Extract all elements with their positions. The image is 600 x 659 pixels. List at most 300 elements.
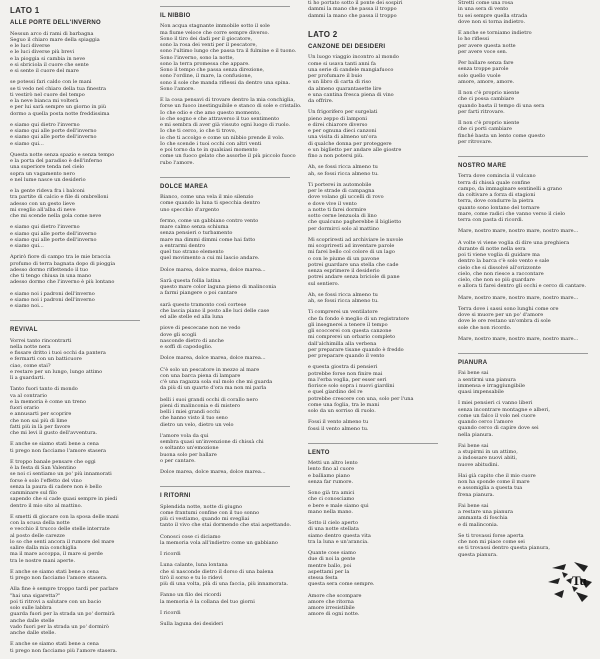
lyric-line: più ci vestiamo, quando mi svegliai xyxy=(160,516,250,522)
lyric-line: sembra quasi un'invenzione di chissà chi xyxy=(160,439,264,445)
lyric-line: che ti tengo chiusa in una mano xyxy=(10,273,92,279)
lyric-line: mano nella mano. xyxy=(308,508,353,515)
lyric-line: Terra dove comincia il vulcano xyxy=(458,173,536,180)
lyric-line: fino a non potersi più. xyxy=(308,153,364,159)
lyric-line: che mi levi il gusto dell'avventura. xyxy=(10,430,98,436)
lyric-line: sopra un vagamento nero xyxy=(10,170,75,177)
lyric-line: sono la rosa dei venti per il pescatore, xyxy=(160,42,258,48)
lyric-line: Vorrei tanto rincontrarti xyxy=(10,337,72,344)
lyric-line: dentro la barca c'è solo vento e sale xyxy=(458,258,550,265)
lyric-line: in una sera di vento xyxy=(458,6,509,13)
lyric-line: e di malinconia. xyxy=(458,521,499,528)
lyric-line: finché basta un lento come questo xyxy=(458,132,545,139)
lyric-line: potrebbe forse non finire mai xyxy=(308,370,383,377)
lyric-line: per farti ritrovare. xyxy=(458,108,505,115)
lyric-line: Se ti trovassi forse aperta xyxy=(458,532,524,539)
lyric-line: e siamo noi... xyxy=(10,303,44,309)
lyric-line: e soffi di capodoglio. xyxy=(160,344,213,350)
lyric-line: non ha sponde come il mare xyxy=(458,479,530,485)
lyric-line: come una foglia, tra le mani xyxy=(308,401,380,408)
lyrics-column-4 xyxy=(458,0,596,563)
lyric-line: come un falco il volo nel cuore xyxy=(458,412,536,419)
lyric-line: per preparare tisane quando è freddo xyxy=(308,346,404,353)
lyric-line: camminare sul filo xyxy=(10,490,57,496)
lyric-line: dammi la mano che passa il troppo xyxy=(308,12,397,19)
lyric-line: tra la luna e un'arancia. xyxy=(308,538,369,545)
lyric-line: e si sente il cuore del mare xyxy=(10,68,79,74)
lyric-line: ma fiume veloce che corre sempre diverso. xyxy=(160,29,270,36)
lyric-line: ti vestirò nel cuore del tempo xyxy=(10,91,85,98)
lyric-line: poi ti ritrovi a salutare con un bacio xyxy=(10,598,102,605)
svg-text:Tu: Tu xyxy=(572,573,587,588)
lyric-line: immensa e irraggiungibile xyxy=(458,382,525,389)
lyric-line: come si usava tanti anni fa xyxy=(308,60,376,67)
lyric-line: Fanno un filo dei ricordi xyxy=(160,592,222,599)
lyric-line: e le luci diverse xyxy=(10,43,51,49)
lyric-line: Quante cose siamo xyxy=(308,550,356,556)
lyric-line: va al contrario xyxy=(10,392,47,399)
lyric-line: sono la terra promessa che appare. xyxy=(160,60,250,67)
lyric-line: Sono l'amore. xyxy=(160,85,195,92)
lyric-line: e fissare dritto i tuoi occhi da pantera xyxy=(10,350,106,356)
lyric-line: e una cantina fresca piena di vino xyxy=(308,91,394,98)
lyric-line: Seguo il chiaro mare della spiaggia xyxy=(10,36,100,43)
lyric-line: per le strade di campagna xyxy=(308,188,375,194)
lyric-line: e siamo qui alle porte dell'inverno xyxy=(10,134,97,141)
lyrics-column-2 xyxy=(160,0,302,632)
lyric-line: Sono già tra amici xyxy=(308,490,355,496)
lyric-line: I ricordi xyxy=(160,551,181,557)
lyric-line: se noi ci sentiamo un po' più innamorati xyxy=(10,471,112,478)
lyric-line: fuori orario xyxy=(10,405,40,411)
lyric-line: e un biglietto per andare alle giostre xyxy=(308,146,402,153)
lyric-line: e annusarti per scoprire xyxy=(10,411,72,418)
lyric-line: a indossare nuovi abiti, xyxy=(458,455,518,462)
lyric-line: questo mare color laguna pieno di malinconia xyxy=(160,284,277,290)
lyric-line: come un fuoco gelato che assorbe il più piccolo fuoco xyxy=(160,153,296,160)
lyric-line: Mare, nostro mare, nostro mare, nostro mare... xyxy=(458,294,579,301)
lyric-line: da almeno quarantasette lire xyxy=(308,85,382,92)
lyric-line: frena pianura. xyxy=(458,491,495,498)
lyric-line: Stretti come una rosa xyxy=(458,0,514,6)
lyric-line: E anche se siamo stati bene a cena xyxy=(10,641,99,648)
lyric-line: piove di pescecane non ne vedo xyxy=(160,325,241,332)
lyric-line: E smetti di giocare con la sposa delle mani xyxy=(10,513,119,520)
section-divider xyxy=(458,156,588,157)
lyric-line: e la gente rideva fra i balconi xyxy=(10,188,85,194)
lyric-line: Splendida notte, notte di giugno xyxy=(160,503,242,510)
lyric-line: profumo di terra bagnata dopo di pioggia xyxy=(10,260,116,267)
lyric-line: Io che odio e che amo questo momento, xyxy=(160,109,261,116)
lyric-line: Mare, nostro mare, nostro mare, nostro mare... xyxy=(458,335,579,342)
lyric-line: Amore che scompare xyxy=(308,592,362,599)
lyric-line: Fossi il vento almeno tu xyxy=(308,419,369,426)
lyric-line: mi farei bello col colore di un lago xyxy=(308,249,395,256)
stanza-gap xyxy=(458,342,596,347)
lyric-line: Io che scende i tuoi occhi con altri venti xyxy=(160,140,262,147)
lyric-line: per avere voce sen. xyxy=(458,48,508,55)
lyric-line: ciao, come stai? xyxy=(10,362,51,369)
lyric-line: ti prego non facciamo l'amore stasera xyxy=(10,447,107,454)
lyric-line: più di una volta, più di una faccia, più innamorata. xyxy=(160,581,289,587)
lyric-line: ti ho portato sotto il ponte dei sospiri xyxy=(308,0,403,6)
stanza-gap xyxy=(160,475,298,480)
lyric-line: e siamo qui alle porte dell'inverno xyxy=(10,236,97,243)
lyric-line: che ci conosciamo xyxy=(308,496,355,503)
section-divider xyxy=(308,443,438,444)
lyric-line: quando cerco l'amore xyxy=(458,419,514,425)
lyric-line: dove le ore restano un'ombra di sole xyxy=(458,318,551,325)
lyric-line: e dove vive il vento xyxy=(308,200,357,207)
lyric-line: mi sveglio all'alba di neve xyxy=(10,206,76,213)
lyric-line: pieni di malinconia e di mistero xyxy=(160,402,241,409)
lyric-line: che si nasconde dietro il dorso di una balena xyxy=(160,568,274,575)
lyrics-column-1 xyxy=(10,0,148,659)
lyric-line: terra di chissà quale confine xyxy=(458,179,531,186)
lyric-line: dentro il mio sito al mattino. xyxy=(10,502,83,509)
lyric-line: che mi scende nella gola come neve xyxy=(10,213,102,219)
lyric-line: come quando la luna ti specchia dentro xyxy=(160,200,261,207)
lyric-line: che qualcuno pagherebbe il biglietto xyxy=(308,219,402,226)
lyric-line: E anche se torniamo indietro xyxy=(458,30,532,36)
lyric-line: che hanno visto il tuo seno xyxy=(160,415,228,422)
lyric-line: solo sulle labbra xyxy=(10,605,52,611)
side-label: LATO 1 xyxy=(10,6,40,15)
lyric-line: e direi chiarore diverso xyxy=(308,121,368,128)
lyric-line: e balliamo piano xyxy=(308,472,350,479)
song-title: ALLE PORTE DELL'INVERNO xyxy=(10,20,101,27)
lyric-line: è la festa di San Valentino xyxy=(10,465,77,471)
lyric-line: e le luci diverse più brevi xyxy=(10,49,75,56)
lyric-line: Sulla laguna dei desideri xyxy=(160,621,224,627)
lyric-line: mentre ballo, poi xyxy=(308,562,352,569)
lyric-line: quando cerco di capire dove sei xyxy=(458,425,539,432)
stanza-gap xyxy=(160,166,298,171)
lyric-line: dove si muore per un po' d'amore xyxy=(458,312,544,318)
lyrics-column-3 xyxy=(308,0,446,623)
lyric-line: Hai già capito che il mio cuore xyxy=(458,472,536,479)
section-divider xyxy=(160,177,290,178)
lyric-line: mare ma dimmi dimmi come hai fatto xyxy=(160,236,256,243)
lyric-line: Dolce marea, dolce marea, dolce marea... xyxy=(160,266,266,273)
lyric-line: Ah, se fossi ricca almeno tu xyxy=(308,291,378,298)
lyric-line: cielo, che non so più guardare xyxy=(458,277,535,283)
lyric-line: di qualche donna per proteggere xyxy=(308,140,392,147)
lyric-line: Ti porterei in automobile xyxy=(308,181,372,188)
lyric-line: Nessun arco di rami di barbagna xyxy=(10,30,94,37)
lyric-line: Per ballare senza fare xyxy=(458,60,514,66)
lyric-line: e assomiglia a questa tua xyxy=(458,485,523,492)
lyric-line: sotto cerne lenzuola di lino xyxy=(308,213,377,219)
lyric-line: con una barca piena di lampare xyxy=(160,372,241,379)
lyric-line: a restare una pianura xyxy=(458,509,514,515)
stanza-gap xyxy=(308,618,446,623)
lyric-line: per profumare il buio xyxy=(308,73,363,79)
lyric-line: sapendo che si cade quasi sempre in piedi xyxy=(10,496,118,503)
lyric-line: al posto delle carezze xyxy=(10,532,65,539)
lyric-line: Sotto il cielo aperto xyxy=(308,520,358,526)
lyric-line: io che ti accolgo e come un nibbio prende il volo. xyxy=(160,134,285,141)
lyric-line: terra con pasta di ricordi. xyxy=(458,217,524,223)
lyric-line: una visita di almeno un'ora xyxy=(308,134,377,141)
lyric-line: e siamo qui dietro l'inverno xyxy=(10,224,80,231)
song-title: PIANURA xyxy=(458,360,488,366)
lyric-line: ah, se fossi ricca almeno tu. xyxy=(308,170,379,177)
song-title: IL NIBBIO xyxy=(160,13,191,19)
lyric-line: e siamo qui alle porte dell'inverno xyxy=(10,128,97,134)
lyric-line: nella pianura. xyxy=(458,431,494,438)
lyric-line: cielo, che non riesce a raccontare xyxy=(458,270,544,277)
lyric-line: e siamo qui... xyxy=(10,243,44,249)
lyric-line: o per cantare. xyxy=(160,457,196,464)
lyric-line: nuove abitudini. xyxy=(458,461,500,468)
lyric-line: e siamo qui alle porte dell'inverno xyxy=(10,230,97,237)
lyric-line: e per ognuna dieci canzoni xyxy=(308,128,377,134)
lyric-line: ed alle stelle ed alla luna xyxy=(160,314,224,320)
lyric-line: Ti comprerei un ventilatore xyxy=(308,309,378,316)
lyric-line: lo so che senti ancora il rumore del mare xyxy=(10,538,115,545)
lyric-line: lento fino al cuore xyxy=(308,466,355,473)
lyric-line: Questa notte senza spazio e senza tempo xyxy=(10,151,115,158)
stanza-gap xyxy=(10,309,148,314)
lyric-line: per dormirci solo al mattino xyxy=(308,225,379,232)
stanza-gap xyxy=(458,145,596,150)
lyric-line: Sono il tempo che passa senza direzione, xyxy=(160,67,265,73)
lyric-line: che non mi piace come sei xyxy=(458,539,525,545)
lyric-line: anche dalle stelle xyxy=(10,617,55,624)
lyric-line: E la cosa pensavi di trovare dentro la mia conchiglia, xyxy=(160,97,295,103)
lyric-line: senza incontrare montagne e alberi, xyxy=(458,406,550,413)
lyric-line: e la memoria è come un treno xyxy=(10,398,86,405)
stanza-gap xyxy=(308,19,446,24)
lyric-line: e questa giostra di pensieri xyxy=(308,364,378,371)
lyric-line: forse è solo l'effetto del vino xyxy=(10,477,82,484)
lyric-line: stessa festa xyxy=(308,575,338,581)
lyric-line: gli scoccerei con questa canzone xyxy=(308,328,392,334)
lyric-line: mi scopriresti ad inventare parole xyxy=(308,243,395,249)
lyric-line: se ti vedo nel chiaro della tua finestra xyxy=(10,85,107,92)
lyric-line: una serie di candele mangiafuoco xyxy=(308,66,394,73)
lyric-line: io che sogno e che attraverso il tuo sentimento xyxy=(160,115,280,122)
lyric-line: che ci possa cambiare xyxy=(458,96,515,103)
lyric-line: Dolce marea, dolce marea, dolce marea... xyxy=(160,469,266,475)
lyric-line: che non sai più di lime xyxy=(10,417,68,424)
lyric-line: fatti più in là per favore xyxy=(10,423,71,430)
lyric-line: a notte ti farei dormire xyxy=(308,206,367,213)
lyric-line: vado fuori per la strada un po' dormirò xyxy=(10,623,109,630)
lyric-line: Conosci cose ci diciamo xyxy=(160,533,221,540)
lyric-line: tanto il vivo che stai dormendo che stai aspettando. xyxy=(160,522,292,529)
lyric-line: E anche se siamo stati bene a cena xyxy=(10,568,99,575)
song-title: REVIVAL xyxy=(10,327,38,334)
lyric-line: dove non si torna indietro. xyxy=(458,18,526,25)
lyric-line: ammanta di foschia xyxy=(458,515,508,522)
lyric-line: e vecchio il trucco delle stelle interrate xyxy=(10,526,110,533)
lyric-line: quando basta il tempo di una sera xyxy=(458,102,545,109)
lyric-line: e mi sembra di aver già vissuto ogni luogo di ruolo. xyxy=(160,122,291,128)
lyric-line: quel tuo strano elemento xyxy=(160,249,224,255)
song-title: NOSTRO MARE xyxy=(458,163,507,169)
lyric-line: Metti un altro lento xyxy=(308,460,358,466)
lyric-line: mi comprerei un orbario completo xyxy=(308,334,396,341)
lyric-line: Sarà questa follia latina xyxy=(160,277,221,284)
lyric-line: senza esprimere il desiderio xyxy=(308,268,380,274)
lyric-line: dall'alchimilla alla verbena xyxy=(308,340,377,347)
song-title: LENTO xyxy=(308,449,330,456)
lyric-line: Mare, nostro mare, nostro mare, nostro mare... xyxy=(458,228,579,235)
lyric-line: ah, se fossi ricca almeno tu. xyxy=(308,298,379,304)
lyric-line: e siamo qui dietro l'inverno xyxy=(10,121,80,128)
lyric-line: ma il mare accoppa, il mare si perde xyxy=(10,551,103,558)
lyric-line: Mi scopriresti ad archiviare le nuvole xyxy=(308,236,404,243)
lyric-line: A volte vi viene voglia di dire una preghiera xyxy=(458,239,570,246)
lyric-line: uno specchio d'argento xyxy=(160,206,220,213)
stanza-gap xyxy=(308,432,446,437)
lyric-line: I ricordi xyxy=(160,609,181,616)
lyric-line: Alla fine è sempre troppo tardi per parlare xyxy=(10,586,119,593)
lyric-line: Un frigorifero per surgelati xyxy=(308,109,378,116)
lyric-line: belli i suoi grandi occhi di corallo nero xyxy=(160,396,258,403)
lyric-line: senza pensieri o turbamento xyxy=(160,230,233,237)
section-divider xyxy=(10,320,140,321)
lyric-line: a farmi piangere o poi cantare xyxy=(160,290,238,297)
lyric-line: quel movimento a cui mi lascio andare. xyxy=(160,255,260,262)
lyric-line: a sentirmi una pianura xyxy=(458,376,516,383)
lyric-line: e quel giardino del re xyxy=(308,389,363,396)
lyric-line: fermo, come un gabbiano contro vento xyxy=(160,217,259,224)
lyric-line: Fai bene sai xyxy=(458,502,489,509)
lyric-line: Ah, se fossi ricca almeno tu xyxy=(308,164,378,171)
lyric-line: questa sera come sempre. xyxy=(308,581,375,588)
lyric-line: lo ho riflessi xyxy=(458,36,490,43)
lyric-line: poi ti viene voglia di guidare ma xyxy=(458,252,540,258)
lyric-line: ma l'erba voglia, per esser seri xyxy=(308,376,387,383)
stanza-gap xyxy=(160,627,298,632)
lyric-line: amore, amore, amore. xyxy=(458,78,515,85)
lyric-line: salire dalla mia conchiglia xyxy=(10,545,77,551)
lyric-line: tra le nostre mani aperte. xyxy=(10,557,76,564)
lyric-line: sole che non ricordo. xyxy=(458,324,512,331)
lyric-line: ti prego non facciamo l'amore stasera. xyxy=(10,575,108,581)
lyric-line: e la porta del paradiso è dell'inferno xyxy=(10,158,103,164)
lyric-line: Sono l'inverno, sono la notte, xyxy=(160,54,234,61)
lyric-line: solo da un sorriso di ruolo. xyxy=(308,408,376,414)
song-title: CANZONE DEI DESIDERI xyxy=(308,44,386,50)
lyric-line: Un luogo viaggio incontro al mondo xyxy=(308,54,399,61)
lyric-line: da offrire. xyxy=(308,98,334,104)
lyric-line: con la scusa della notte xyxy=(10,520,70,526)
lyric-line: adesso dormo che l'inverno è più lontano xyxy=(10,279,115,286)
lyric-line: Fai bene sai xyxy=(458,442,489,449)
lyric-line: sono l'ultimo lungo che passa tra il fulmine e il tuono. xyxy=(160,48,297,55)
lyric-line: potrei guardare una stella che cade xyxy=(308,261,399,268)
lyric-line: e bere e male siamo qui xyxy=(308,502,369,509)
lyric-line: nella notte nera xyxy=(10,343,51,350)
lyric-line: Dolce marea, dolce marea, dolce marea... xyxy=(160,355,266,362)
lyric-line: a stupirmi in un attimo, xyxy=(458,449,518,455)
lyric-line: adesso dormo riflettendo il tuo xyxy=(10,266,89,273)
lyric-line: E anche se siamo stati bene a cena xyxy=(10,441,99,448)
lyric-line: la memoria vola all'indietro come un gabbiano xyxy=(160,539,278,546)
lyric-line: da coltivare a forza di stagioni xyxy=(458,192,536,198)
lyric-line: ti prego non facciamo più l'amore stasera. xyxy=(10,647,118,654)
lyric-line: guarda fuori per la strada un po' dormirà xyxy=(10,611,115,618)
section-divider xyxy=(160,6,290,7)
lyric-line: anche dalle stelle. xyxy=(10,630,56,636)
lyric-line: dietro un velo, dietro un velo xyxy=(160,421,234,428)
lyric-line: potrei andare senza briciole di pane xyxy=(308,274,400,281)
lyric-line: sono il sole che manda riflessi da dentro una spina. xyxy=(160,79,291,86)
lyric-line: e la neve bianca mi volterà xyxy=(10,98,79,104)
lyric-line: lì a guardarti. xyxy=(10,375,45,381)
lyric-line: gli insegnerei a tenere il tempo xyxy=(308,321,388,328)
lyric-line: e siamo noi i padroni dell'inverno xyxy=(10,290,95,297)
lyric-line: quasi impensabile xyxy=(458,389,504,395)
lyric-line: sul sentiero. xyxy=(308,280,340,287)
lyric-line: mare calmo senza schiuma xyxy=(160,224,229,230)
lyric-line: dove volano gli uccelli di rovo xyxy=(308,194,384,201)
lyric-line: nasconde dietro di anche xyxy=(160,337,224,344)
lyric-line: per avere questa notte xyxy=(458,42,516,49)
lyric-line: quanto sono lontano del tornare xyxy=(458,204,540,211)
lyric-line: forse un fuoco inestinguibile e stanco di sole e cristallo. xyxy=(160,103,302,110)
lyric-line: cielo che si dissolvé all'orizzonte xyxy=(458,264,541,271)
lyric-line: dammi la mano che passa il troppo xyxy=(308,6,397,13)
lyric-line: da più di un quarto d'ora ma non mi parla xyxy=(160,385,267,392)
song-title: DOLCE MAREA xyxy=(160,183,208,190)
lyric-line: e siamo qui... xyxy=(10,140,44,147)
lyric-line: siamo dentro questa vita xyxy=(308,532,371,539)
stanza-gap xyxy=(10,654,148,659)
lyric-line: sono l'ordine, il mare, la confusione, xyxy=(160,73,253,80)
lyric-line: Non acqua stagnante immobile sotto il sole xyxy=(160,23,270,30)
lyric-line: fiorisce solo sopra i nuovi giardini xyxy=(308,383,395,389)
lyric-line: Io che ti cerco, io che ti trovo, xyxy=(160,128,237,135)
lyric-line: Fai bene sai xyxy=(458,370,489,377)
lyric-line: amore di ogni notte. xyxy=(308,611,360,618)
lyric-line: c'è una ragazza sola sul molo che mi guarda xyxy=(160,379,273,385)
lyric-line: buona solo per ballare xyxy=(160,451,217,458)
lyric-line: una superiore tenda nel cielo xyxy=(10,164,85,171)
lyric-line: che ci porti cambiare xyxy=(458,126,513,133)
lyric-line: che lascia piano il posto alle luci delle case xyxy=(160,307,270,314)
lyric-line: e restare per un lungo, lungo attimo xyxy=(10,368,103,375)
lyric-line: per preparare quando il vento xyxy=(308,353,385,359)
record-label-logo xyxy=(544,558,594,604)
lyric-line: e poi torno da te in qualsiasi momento xyxy=(160,147,258,153)
lyric-line: l'amore vola da qui xyxy=(160,432,209,439)
lyric-line: Terra dove i sassi sono lunghi come ore xyxy=(458,305,559,312)
lyric-line: tra partite di calcio e file di ombrelloni xyxy=(10,194,109,201)
lyric-line: se potessi fari caldo con le mani xyxy=(10,79,92,86)
lyric-line: questa pianura. xyxy=(458,551,498,558)
lyric-line: e fermarti con un batticuore xyxy=(10,356,82,363)
lyric-line: senza far rumore. xyxy=(308,478,354,485)
side-label: LATO 2 xyxy=(308,29,338,39)
lyric-line: e allora ti farei dentro gli occhi e cerco di cantare. xyxy=(458,283,587,290)
lyric-line: adesso con un gesto lieve xyxy=(10,200,75,207)
lyric-line: Bianco, come una vela il mio silenzio xyxy=(160,194,254,200)
lyric-line: campo, da immaginare sentinelli a grano xyxy=(458,185,562,192)
lyric-line: fossi il vento almeno tu. xyxy=(308,425,369,432)
lyric-line: solo quello vuole xyxy=(458,72,501,79)
lyric-line: E troppo banale pensare che oggi xyxy=(10,458,96,465)
song-title: I RITORNI xyxy=(160,493,191,500)
lyric-line: amore che ritorna xyxy=(308,598,354,605)
lyric-line: e nel lume nasce un desiderio xyxy=(10,176,86,183)
lyric-line: tu sei sempre quella strada xyxy=(458,12,528,19)
lyric-line: e si sbriciola il cuore che sente xyxy=(10,61,89,68)
